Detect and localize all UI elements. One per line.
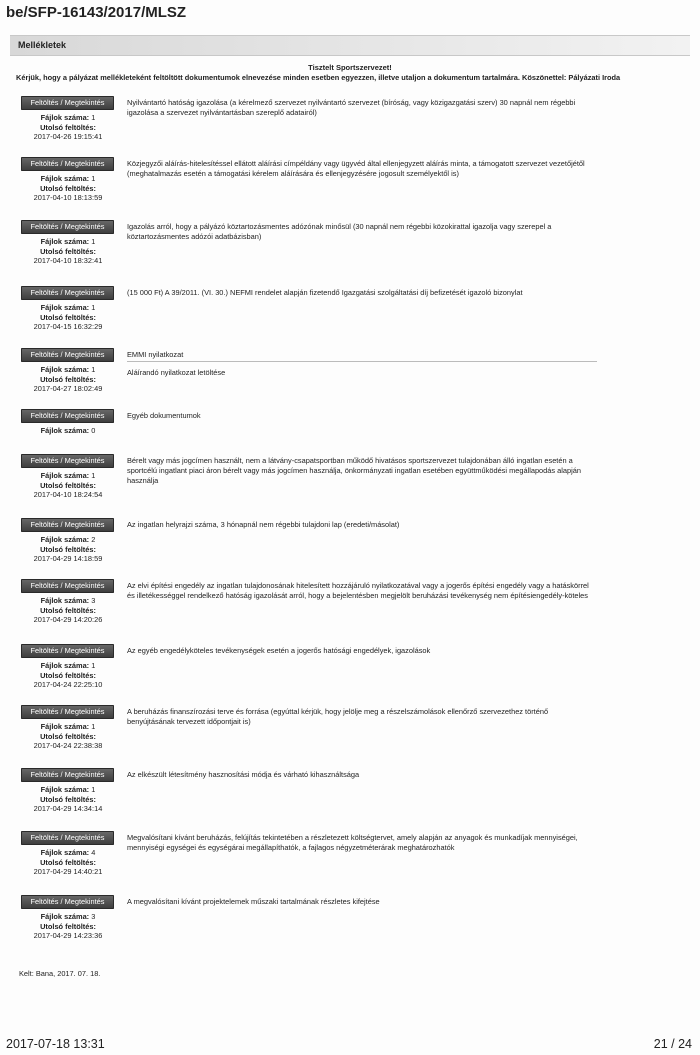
file-count-value: 0 [91, 426, 96, 435]
last-upload-label: Utolsó feltöltés: [40, 921, 96, 931]
attachment-description [127, 411, 597, 421]
last-upload-value: 2017-04-29 14:34:14 [33, 804, 103, 813]
file-count-value: 1 [91, 661, 96, 670]
file-count-label: Fájlok száma: [40, 303, 90, 312]
upload-view-button[interactable]: Feltöltés / Megtekintés [21, 895, 114, 909]
file-meta [22, 237, 114, 266]
last-upload-label: Utolsó feltöltés: [40, 246, 96, 256]
file-count-value: 1 [91, 365, 96, 374]
last-upload-label: Utolsó feltöltés: [40, 374, 96, 384]
print-timestamp: 2017-07-18 13:31 [6, 1037, 105, 1051]
description-text: Igazolás arról, hogy a pályázó köztartozásmentes adózónak minősül (30 napnál nem régebbi közokirattal igazolja vagy szerepel a köztartozásmentes adózói adatbázisban) [127, 222, 552, 241]
description-text: Az ingatlan helyrajzi száma, 3 hónapnál nem régebbi tulajdoni lap (eredeti/másolat) [127, 520, 400, 529]
upload-view-button[interactable]: Feltöltés / Megtekintés [21, 96, 114, 110]
last-upload-value: 2017-04-27 18:02:49 [33, 384, 103, 393]
section-title: Mellékletek [18, 40, 67, 50]
file-count-label: Fájlok száma: [40, 426, 90, 435]
file-count-value: 2 [91, 535, 96, 544]
document-id: be/SFP-16143/2017/MLSZ [6, 4, 187, 21]
file-count-label: Fájlok száma: [40, 174, 90, 183]
attachment-description [127, 159, 597, 179]
attachment-description [127, 520, 597, 530]
file-count-value: 3 [91, 912, 96, 921]
upload-view-button[interactable]: Feltöltés / Megtekintés [21, 518, 114, 532]
description-text: Nyilvántartó hatóság igazolása (a kérelmező szervezet nyilvántartó szervezet (bíróság, vagy közigazgatási szerv) 30 napnál nem régebbi igazolása a szervezet nyilvántartásban szereplő adatairól) [127, 98, 576, 117]
place-date: Kelt: Bana, 2017. 07. 18. [19, 969, 101, 978]
file-count-label: Fájlok száma: [40, 912, 90, 921]
file-meta [22, 535, 114, 564]
upload-view-button[interactable]: Feltöltés / Megtekintés [21, 831, 114, 845]
upload-view-button[interactable]: Feltöltés / Megtekintés [21, 348, 114, 362]
description-text: (15 000 Ft) A 39/2011. (VI. 30.) NEFMI rendelet alapján fizetendő Igazgatási szolgáltatási díj befizetését igazoló bizonylat [127, 288, 523, 297]
last-upload-label: Utolsó feltöltés: [40, 122, 96, 132]
file-meta [22, 113, 114, 142]
file-meta [22, 596, 114, 625]
last-upload-value: 2017-04-10 18:32:41 [33, 256, 103, 265]
last-upload-label: Utolsó feltöltés: [40, 670, 96, 680]
description-title: EMMI nyilatkozat [127, 350, 597, 362]
file-meta [22, 471, 114, 500]
description-text: Bérelt vagy más jogcímen használt, nem a látvány-csapatsportban működő hivatásos sportszervezet tulajdonában álló ingatlan esetén a sportcélú ingatlant piaci áron bérelt vagy más jogcímen használja, önkormányzati ingatlan esetében együttműködési megállapodás alapján használja [127, 456, 581, 485]
file-meta [22, 365, 114, 394]
upload-view-button[interactable]: Feltöltés / Megtekintés [21, 768, 114, 782]
last-upload-value: 2017-04-29 14:18:59 [33, 554, 103, 563]
file-meta [22, 848, 114, 877]
last-upload-value: 2017-04-24 22:38:38 [33, 741, 103, 750]
upload-view-button[interactable]: Feltöltés / Megtekintés [21, 286, 114, 300]
file-count-value: 4 [91, 848, 96, 857]
file-count-label: Fájlok száma: [40, 113, 90, 122]
description-text: A megvalósítani kívánt projektelemek műszaki tartalmának részletes kifejtése [127, 897, 380, 906]
description-text: Az elvi építési engedély az ingatlan tulajdonosának hitelesített hozzájáruló nyilatkozatával vagy a jogerős építési engedély vagy a hatáskörrel és illetékességgel rendelkező hatóság igazolását arról, hogy a bejelentésben megjelölt beruházási tevékenység nem építésiengedély-köteles [127, 581, 589, 600]
file-count-value: 1 [91, 237, 96, 246]
attachment-description [127, 833, 597, 853]
last-upload-label: Utolsó feltöltés: [40, 544, 96, 554]
last-upload-label: Utolsó feltöltés: [40, 794, 96, 804]
file-meta [22, 661, 114, 690]
last-upload-label: Utolsó feltöltés: [40, 731, 96, 741]
file-count-label: Fájlok száma: [40, 535, 90, 544]
file-count-value: 1 [91, 785, 96, 794]
last-upload-label: Utolsó feltöltés: [40, 183, 96, 193]
attachment-description [127, 222, 597, 242]
description-text: Megvalósítani kívánt beruházás, felújítás tekintetében a részletezett költségtervet, amely alapján az anyagok és munkadíjak mennyiségei, mennyiségi egységei és egységárai megállapíthatók, a fajlagos négyzetméterárak meghatározhatók [127, 833, 578, 852]
attachment-description [127, 456, 597, 486]
file-count-label: Fájlok száma: [40, 785, 90, 794]
description-text: Az egyéb engedélyköteles tevékenységek esetén a jogerős hatósági engedélyek, igazolások [127, 646, 431, 655]
last-upload-value: 2017-04-26 19:15:41 [33, 132, 103, 141]
file-meta [22, 912, 114, 941]
attachment-description [127, 646, 597, 656]
page-number: 21 / 24 [653, 1037, 692, 1051]
last-upload-label: Utolsó feltöltés: [40, 480, 96, 490]
file-count-value: 1 [91, 471, 96, 480]
last-upload-value: 2017-04-29 14:23:36 [33, 931, 103, 940]
last-upload-value: 2017-04-24 22:25:10 [33, 680, 103, 689]
last-upload-label: Utolsó feltöltés: [40, 857, 96, 867]
attachment-description [127, 350, 597, 378]
last-upload-value: 2017-04-15 16:32:29 [33, 322, 103, 331]
description-text: Közjegyzői aláírás-hitelesítéssel ellátott aláírási címpéldány vagy ügyvéd által ellenjegyzett aláírás minta, a támogatott szervezet vezetőjétől (meghatalmazás esetén a támogatási kérelem aláírására és ellenjegyzésére jogosult személyektől is) [127, 159, 585, 178]
file-count-value: 3 [91, 596, 96, 605]
file-count-value: 1 [91, 303, 96, 312]
file-meta [22, 426, 114, 436]
last-upload-value: 2017-04-10 18:24:54 [33, 490, 103, 499]
attachment-description [127, 98, 597, 118]
upload-view-button[interactable]: Feltöltés / Megtekintés [21, 220, 114, 234]
attachment-description [127, 288, 597, 298]
description-text: A beruházás finanszírozási terve és forrása (egyúttal kérjük, hogy jelölje meg a részelszámolások ellenőrző szervezethez történő benyújtásának tervezett időpontjait is) [127, 707, 549, 726]
upload-view-button[interactable]: Feltöltés / Megtekintés [21, 579, 114, 593]
file-count-value: 1 [91, 113, 96, 122]
greeting: Tisztelt Sportszervezet! [308, 63, 392, 72]
upload-view-button[interactable]: Feltöltés / Megtekintés [21, 409, 114, 423]
file-count-value: 1 [91, 722, 96, 731]
file-count-value: 1 [91, 174, 96, 183]
section-header [10, 35, 690, 56]
file-meta [22, 785, 114, 814]
attachment-description [127, 770, 597, 780]
upload-view-button[interactable]: Feltöltés / Megtekintés [21, 705, 114, 719]
last-upload-label: Utolsó feltöltés: [40, 312, 96, 322]
file-meta [22, 303, 114, 332]
file-meta [22, 174, 114, 203]
file-count-label: Fájlok száma: [40, 722, 90, 731]
last-upload-label: Utolsó feltöltés: [40, 605, 96, 615]
file-meta [22, 722, 114, 751]
description-text: Egyéb dokumentumok [127, 411, 201, 420]
upload-view-button[interactable]: Feltöltés / Megtekintés [21, 454, 114, 468]
attachment-description [127, 581, 597, 601]
file-count-label: Fájlok száma: [40, 237, 90, 246]
description-text: Az elkészült létesítmény hasznosítási módja és várható kihasználtsága [127, 770, 360, 779]
file-count-label: Fájlok száma: [40, 365, 90, 374]
file-count-label: Fájlok száma: [40, 471, 90, 480]
download-statement-link[interactable]: Aláírandó nyilatkozat letöltése [127, 368, 226, 377]
upload-view-button[interactable]: Feltöltés / Megtekintés [21, 157, 114, 171]
file-count-label: Fájlok száma: [40, 596, 90, 605]
notice-text: Kérjük, hogy a pályázat mellékleteként feltöltött dokumentumok elnevezése minden esetben egyezzen, illetve utaljon a dokumentum tartalmára. Köszönettel: Pályázati Iroda [16, 73, 621, 82]
last-upload-value: 2017-04-29 14:40:21 [33, 867, 103, 876]
upload-view-button[interactable]: Feltöltés / Megtekintés [21, 644, 114, 658]
last-upload-value: 2017-04-10 18:13:59 [33, 193, 103, 202]
attachment-description [127, 897, 597, 907]
file-count-label: Fájlok száma: [40, 661, 90, 670]
file-count-label: Fájlok száma: [40, 848, 90, 857]
attachment-description [127, 707, 597, 727]
last-upload-value: 2017-04-29 14:20:26 [33, 615, 103, 624]
